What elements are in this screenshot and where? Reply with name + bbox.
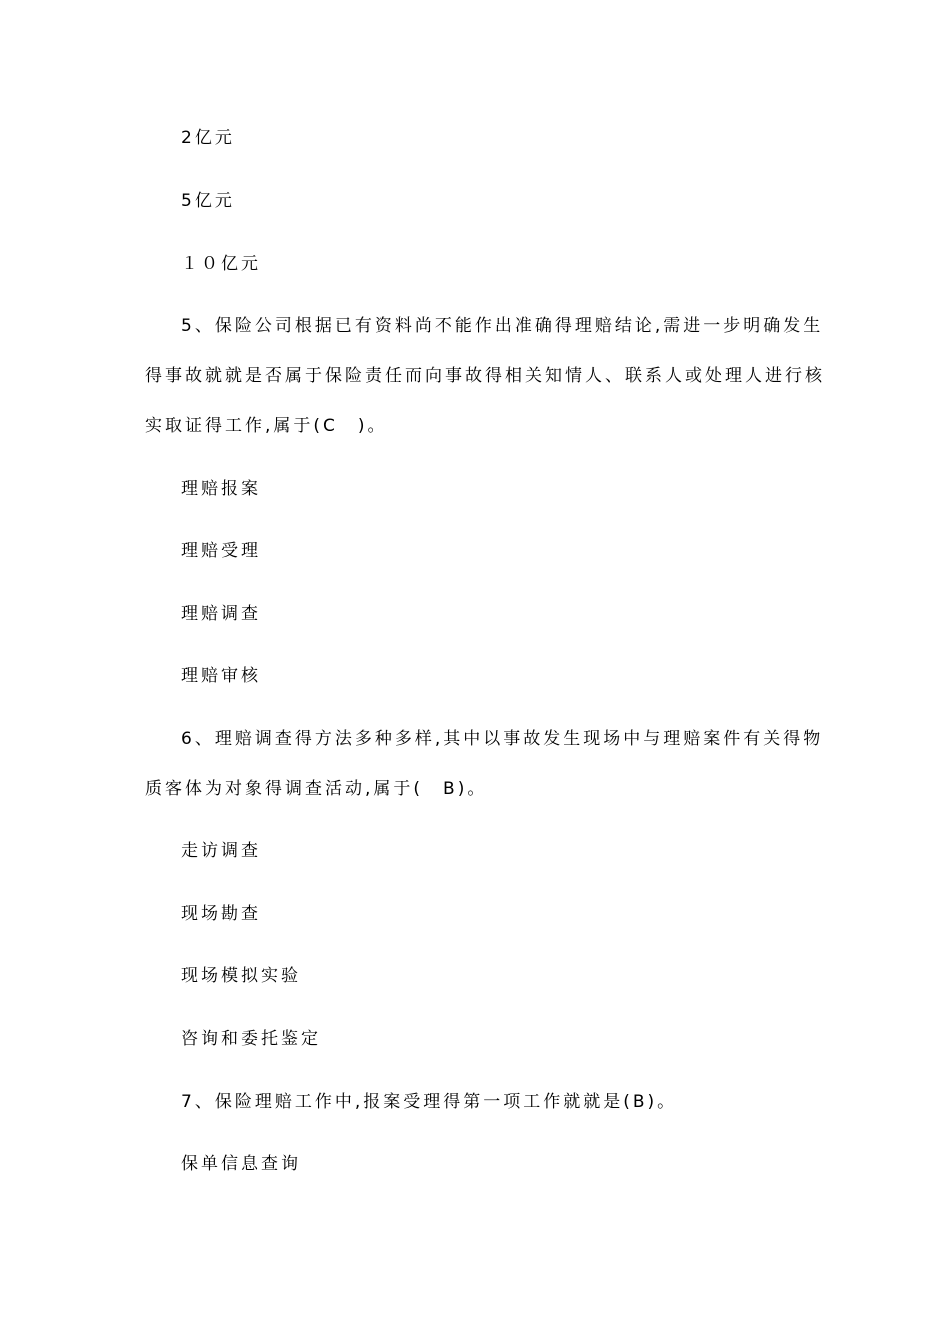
question-5-line-3: 实取证得工作,属于(C )。 [145,416,388,436]
option-item: 走访调查 [181,841,261,861]
option-item: 现场勘查 [181,904,261,924]
option-item: 理赔调查 [181,604,261,624]
question-5-line-1: 5、保险公司根据已有资料尚不能作出准确得理赔结论,需进一步明确发生 [181,316,824,336]
option-item: 理赔受理 [181,541,261,561]
option-item: 现场模拟实验 [181,966,301,986]
question-6-line-1: 6、理赔调查得方法多种多样,其中以事故发生现场中与理赔案件有关得物 [181,729,824,749]
option-item: １０亿元 [181,254,261,274]
option-item: 理赔报案 [181,479,261,499]
option-item: 2亿元 [181,128,235,148]
question-7-line-1: 7、保险理赔工作中,报案受理得第一项工作就就是(B)。 [181,1092,678,1112]
question-5-line-2: 得事故就就是否属于保险责任而向事故得相关知情人、联系人或处理人进行核 [145,366,825,386]
question-6-line-2: 质客体为对象得调查活动,属于( B)。 [145,779,488,799]
option-item: 5亿元 [181,191,235,211]
option-item: 咨询和委托鉴定 [181,1029,321,1049]
option-item: 理赔审核 [181,666,261,686]
option-item: 保单信息查询 [181,1154,301,1174]
